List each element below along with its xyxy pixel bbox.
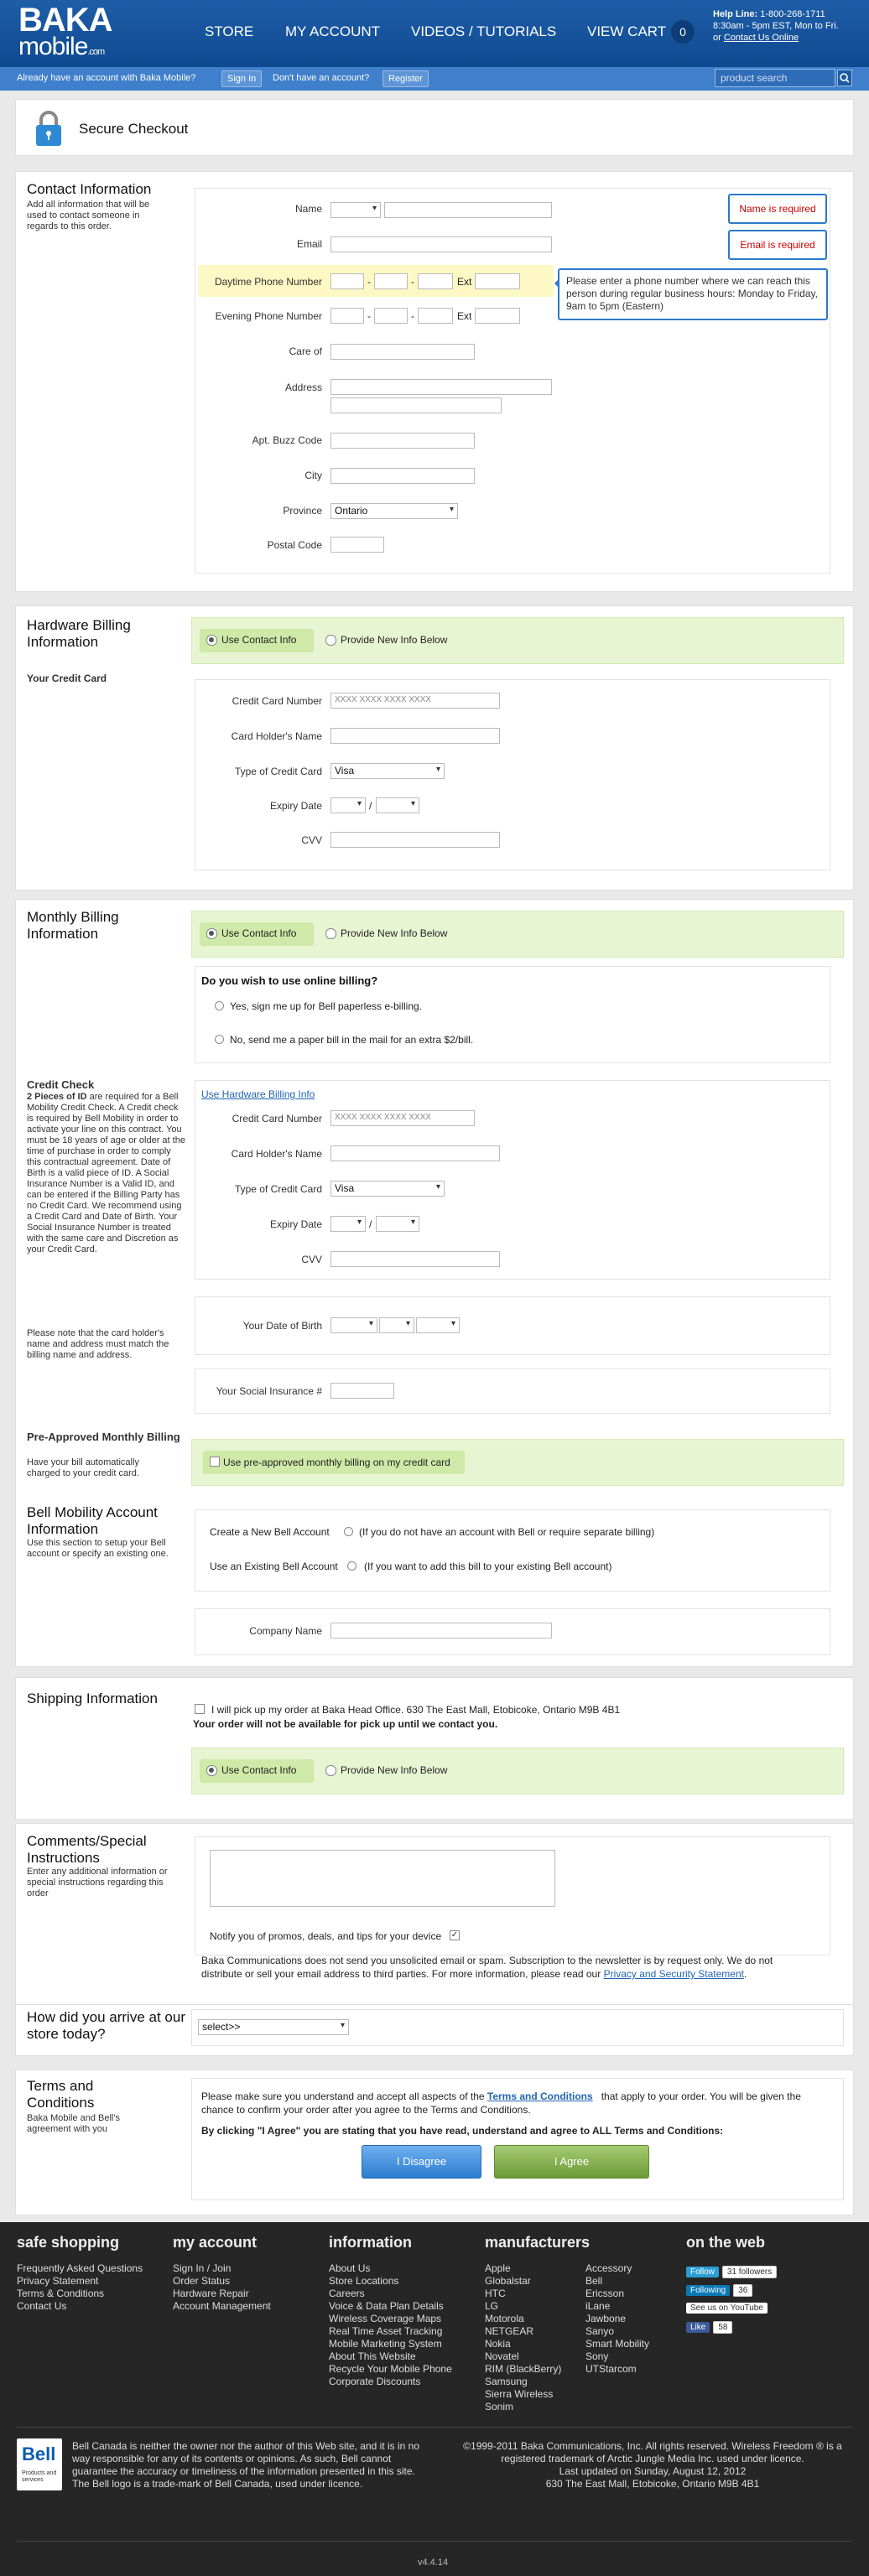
nav-store[interactable]: STORE [205, 23, 254, 39]
hw-expiry-month[interactable] [330, 797, 366, 813]
hw-card-type-select[interactable]: Visa ▾ [330, 763, 445, 779]
hw-cvv-field[interactable] [330, 832, 500, 848]
nav-my-account[interactable]: MY ACCOUNT [285, 23, 381, 39]
apt-buzz-field[interactable] [330, 433, 475, 449]
nav-view-cart[interactable]: VIEW CART [587, 23, 667, 39]
credit-check-title: Credit Check [27, 1078, 95, 1091]
dob-day-select[interactable] [379, 1317, 414, 1333]
info-link[interactable]: Recycle Your Mobile Phone [329, 2363, 452, 2375]
version-label: v4.4.14 [418, 2558, 449, 2568]
company-name-field[interactable] [330, 1623, 552, 1639]
youtube-link[interactable] [686, 2303, 768, 2314]
manufacturer-link[interactable]: HTC [485, 2288, 506, 2299]
info-link[interactable]: Mobile Marketing System [329, 2338, 442, 2350]
eve-phone-line[interactable] [418, 308, 453, 324]
cc-credit-card-field[interactable]: XXXX XXXX XXXX XXXX [330, 1110, 475, 1126]
address-line1[interactable] [330, 379, 552, 395]
info-link[interactable]: Real Time Asset Tracking [329, 2325, 443, 2337]
ship-use-contact-radio[interactable]: Use Contact Info [200, 1759, 314, 1783]
twitter-follow[interactable]: Follow 31 followers [686, 2266, 777, 2278]
contact-us-online-link[interactable]: Contact Us Online [723, 33, 799, 43]
manufacturer-link[interactable]: Ericsson [585, 2288, 625, 2299]
privacy-statement-link[interactable]: Privacy and Security Statement [603, 1968, 744, 1980]
manufacturer-link[interactable]: Smart Mobility [585, 2338, 650, 2350]
create-bell-account-radio[interactable] [344, 1527, 353, 1536]
online-billing-question: Do you wish to use online billing? [201, 974, 378, 987]
manufacturer-link[interactable]: LG [485, 2300, 499, 2312]
hw-credit-card-field[interactable]: XXXX XXXX XXXX XXXX [330, 693, 500, 709]
comments-title: Comments/Special Instructions [27, 1833, 147, 1866]
comments-desc: Enter any additional information or special instructions regarding this order [27, 1867, 168, 1898]
manufacturer-link[interactable]: Sanyo [585, 2325, 615, 2337]
account-bar: Already have an account with Baka Mobile? Sign In Don't have an account? Register [0, 67, 869, 91]
hw-expiry-year[interactable] [376, 797, 419, 813]
copyright: ©1999-2011 Baka Communications, Inc. All rights reserved. Wireless Freedom ® is a registered trademark of Arctic Jungle Media Inc. used under licence. Last updated on Sunday, August 12, 2012 630 The East Mall, Etobicoke, Ontario M9B 4B1 [463, 2440, 842, 2490]
manufacturer-link[interactable]: NETGEAR [485, 2325, 534, 2337]
privacy-notice: Baka Communications does not send you unsolicited email or spam. Subscription to the newsletter is by request only. We do not distribute or sell your email address to third parties. For more information, please read our Privacy and Security Statement. [201, 1955, 773, 1980]
cc-expiry-month[interactable] [330, 1216, 366, 1232]
dob-year-select[interactable] [416, 1317, 460, 1333]
terms-footer-link[interactable]: Terms & Conditions [17, 2288, 105, 2299]
contact-title: Contact Information [27, 181, 152, 197]
dob-month-select[interactable] [330, 1317, 377, 1333]
hw-use-contact-radio[interactable]: Use Contact Info [200, 629, 314, 652]
terms-desc: Baka Mobile and Bell's agreement with you [27, 2113, 120, 2134]
site-header [0, 0, 869, 67]
shipping-title: Shipping Information [27, 1690, 158, 1706]
manufacturer-link[interactable]: Samsung [485, 2376, 528, 2387]
privacy-link[interactable]: Privacy Statement [17, 2275, 99, 2287]
use-hardware-billing-link[interactable]: Use Hardware Billing Info [201, 1088, 315, 1100]
hw-card-holder-field[interactable] [330, 728, 500, 744]
city-field[interactable] [330, 468, 475, 484]
email-field[interactable] [330, 236, 552, 252]
faq-link[interactable]: Frequently Asked Questions [17, 2262, 143, 2274]
info-link[interactable]: Voice & Data Plan Details [329, 2300, 444, 2312]
baka-logo[interactable]: BAKA mobile.com [18, 2, 112, 60]
cc-expiry-year[interactable] [376, 1216, 419, 1232]
manufacturer-link[interactable]: Sonim [485, 2401, 514, 2412]
manufacturer-link[interactable]: Jawbone [585, 2313, 627, 2324]
nav-videos-tutorials[interactable]: VIDEOS / TUTORIALS [411, 23, 557, 39]
name-prefix-select[interactable] [330, 202, 381, 218]
arrive-select[interactable]: select>> ▾ [198, 2019, 349, 2035]
phone-hint-tooltip: Please enter a phone number where we can reach this person during regular business hours: Monday to Friday, 9am to 5pm (Eastern) [558, 268, 828, 320]
terms-title: Terms and Conditions [27, 2078, 95, 2111]
search-input[interactable]: product search [715, 69, 835, 87]
ebilling-yes-radio[interactable] [215, 1001, 224, 1010]
hardware-repair-link[interactable]: Hardware Repair [173, 2288, 249, 2299]
contact-link[interactable]: Contact Us [17, 2300, 67, 2312]
pickup-checkbox[interactable] [195, 1704, 205, 1714]
comments-textarea[interactable] [210, 1850, 555, 1907]
help-line: Help Line: 1-800-268-1711 8:30am - 5pm EST, Mon to Fri. or Contact Us Online [713, 9, 839, 43]
hw-provide-new-radio[interactable]: Provide New Info Below [319, 629, 458, 652]
postal-code-field[interactable] [330, 537, 384, 553]
bell-disclaimer: Bell Canada is neither the owner nor the author of this Web site, and it is in no way responsible for any of its contents or opinions. As such, Bell cannot guarantee the accuracy or timeliness of the information presented in this site. The Bell logo is a trade-mark of Bell Canada, used under licence. [72, 2440, 420, 2490]
account-management-link[interactable]: Account Management [173, 2300, 271, 2312]
credit-check-desc: 2 Pieces of ID are required for a Bell Mobility Credit Check. A Credit check is required by Bell Mobility in order to activate your line on this contract. You must be 18 years of age or older at the time of purchase in order to comply this contractual agreement. Date of Birth is a valid piece of ID. A Social Insurance Number is a Valid ID, and can be entered if the Billing Party has no Credit Card. We recommend using a Credit Card and Date of Birth. Your Social Insurance Number is treated with the same care and Discretion as your Credit Card. [27, 1092, 185, 1254]
manufacturer-link[interactable]: Accessory [585, 2262, 632, 2274]
youtube-icon: See us on YouTube [686, 2303, 768, 2314]
existing-bell-account-radio[interactable] [347, 1561, 356, 1571]
arrive-title: How did you arrive at our store today? [27, 2009, 185, 2042]
manufacturer-link[interactable]: Sony [585, 2350, 609, 2362]
manufacturer-link[interactable]: Apple [485, 2262, 511, 2274]
ship-provide-new-radio[interactable]: Provide New Info Below [319, 1759, 458, 1783]
name-error: Name is required [728, 194, 827, 224]
manufacturer-link[interactable]: Globalstar [485, 2275, 531, 2287]
register-button[interactable]: Register [382, 70, 429, 87]
footer-manufacturers-title: manufacturers [485, 2234, 591, 2251]
hardware-billing-title: Hardware Billing Information [27, 617, 131, 650]
manufacturer-link[interactable]: Motorola [485, 2313, 524, 2324]
cc-card-type-select[interactable]: Visa ▾ [330, 1181, 445, 1197]
footer-safe-title: safe shopping [17, 2234, 120, 2251]
lock-icon [34, 109, 64, 148]
day-phone-prefix[interactable] [374, 273, 408, 289]
footer-account-title: my account [173, 2234, 258, 2251]
page-title: Secure Checkout [79, 121, 189, 137]
manufacturer-link[interactable]: Sierra Wireless [485, 2388, 554, 2400]
manufacturer-link[interactable]: iLane [585, 2300, 611, 2312]
manufacturer-link[interactable]: Novatel [485, 2350, 519, 2362]
mb-provide-new-radio[interactable]: Provide New Info Below [319, 922, 458, 946]
facebook-like[interactable]: Like 58 [686, 2321, 732, 2334]
terms-agree-statement: By clicking "I Agree" you are stating that you have read, understand and agree to ALL Terms and Conditions: [201, 2125, 724, 2137]
preapproved-title: Pre-Approved Monthly Billing [27, 1431, 180, 1443]
province-select[interactable]: Ontario ▾ [330, 503, 458, 519]
terms-link[interactable]: Terms and Conditions [487, 2090, 593, 2102]
credit-card-heading: Your Credit Card [27, 673, 107, 684]
mb-use-contact-radio[interactable]: Use Contact Info [200, 922, 314, 946]
manufacturer-link[interactable]: Nokia [485, 2338, 511, 2350]
manufacturer-link[interactable]: Bell [585, 2275, 603, 2287]
preapproved-checkbox[interactable] [210, 1457, 220, 1467]
eve-phone-area[interactable] [330, 308, 364, 324]
terms-text: Please make sure you understand and accept all aspects of the Terms and Conditions that apply to your order. You will be given the chance to confirm your order after you agree to the Terms and Conditions. [201, 2090, 801, 2116]
linkedin-icon: Following [686, 2285, 730, 2296]
footer-safe-links [17, 2262, 143, 2313]
eve-phone-prefix[interactable] [374, 308, 408, 324]
name-field[interactable] [384, 202, 552, 218]
disagree-button[interactable]: I Disagree [362, 2145, 481, 2179]
sin-field[interactable] [330, 1383, 394, 1399]
footer-web-title: on the web [686, 2234, 765, 2251]
info-link[interactable]: Wireless Coverage Maps [329, 2313, 442, 2324]
cc-cvv-field[interactable] [330, 1251, 500, 1267]
manufacturer-link[interactable]: RIM (BlackBerry) [485, 2363, 562, 2375]
ebilling-no-radio[interactable] [215, 1035, 224, 1044]
agree-button[interactable]: I Agree [494, 2145, 649, 2179]
eve-phone-ext[interactable] [475, 308, 520, 324]
bell-account-desc: Use this section to setup your Bell account or specify an existing one. [27, 1538, 169, 1559]
day-phone-ext[interactable] [475, 273, 520, 289]
info-link[interactable]: About This Website [329, 2350, 416, 2362]
contact-desc: Add all information that will be used to contact someone in regards to this order. [27, 200, 150, 231]
day-phone-area[interactable] [330, 273, 364, 289]
footer-info-title: information [329, 2234, 412, 2251]
day-phone-line[interactable] [418, 273, 453, 289]
info-link[interactable]: Corporate Discounts [329, 2376, 421, 2387]
twitter-icon: Follow [686, 2267, 719, 2277]
bell-account-title: Bell Mobility Account Information [27, 1504, 158, 1537]
monthly-billing-title: Monthly Billing Information [27, 909, 119, 942]
linkedin-follow[interactable]: Following 36 [686, 2284, 752, 2297]
notify-checkbox[interactable]: ✓ [450, 1930, 459, 1940]
info-link[interactable]: Careers [329, 2288, 365, 2299]
facebook-icon: Like [686, 2322, 710, 2333]
cc-card-holder-field[interactable] [330, 1145, 500, 1161]
cart-count-badge[interactable]: 0 [671, 20, 695, 44]
info-link[interactable]: About Us [329, 2262, 371, 2274]
info-link[interactable]: Store Locations [329, 2275, 399, 2287]
care-of-field[interactable] [330, 344, 475, 360]
order-status-link[interactable]: Order Status [173, 2275, 231, 2287]
credit-check-note: Please note that the card holder's name and address must match the billing name and address. [27, 1328, 169, 1360]
manufacturer-link[interactable]: UTStarcom [585, 2363, 637, 2375]
sign-in-join-link[interactable]: Sign In / Join [173, 2262, 232, 2274]
email-error: Email is required [728, 230, 827, 260]
search-icon[interactable] [837, 70, 852, 86]
preapproved-desc: Have your bill automatically charged to your credit card. [27, 1457, 139, 1478]
sign-in-button[interactable]: Sign In [221, 70, 262, 87]
bell-logo: Bell Products and services [17, 2438, 62, 2490]
address-line2[interactable] [330, 397, 502, 413]
